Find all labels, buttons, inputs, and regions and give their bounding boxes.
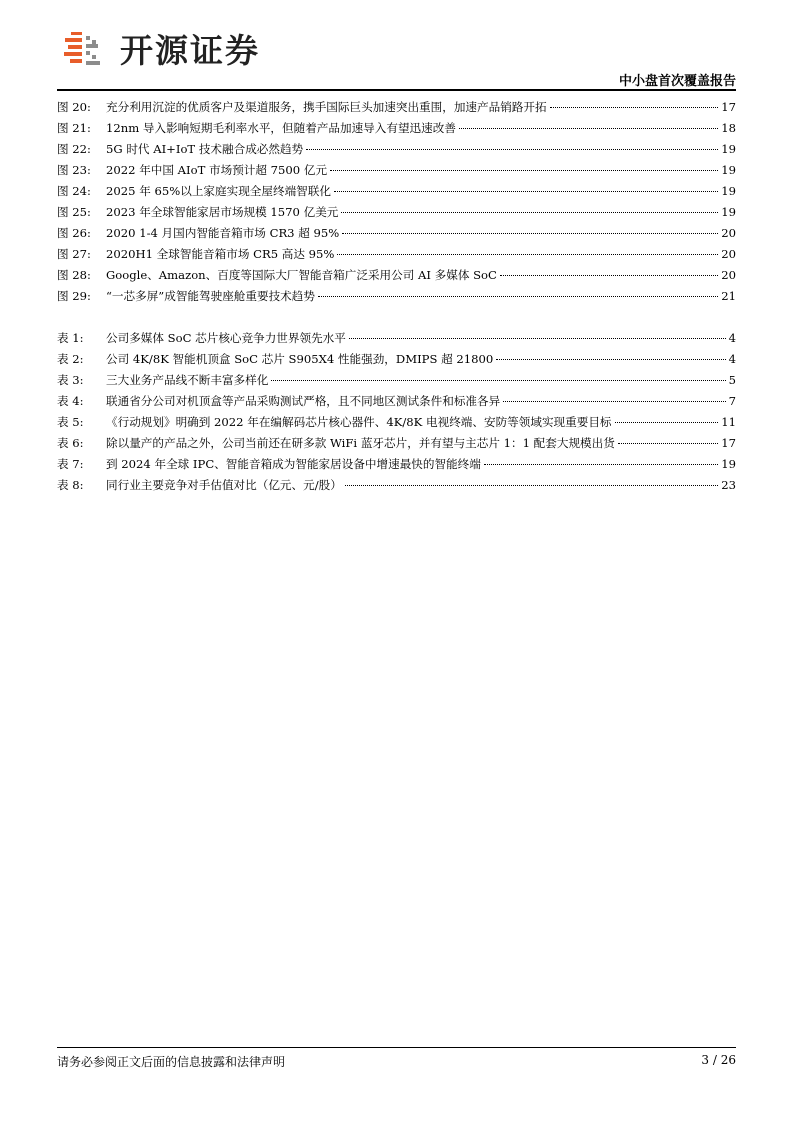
toc-entry-figure-26[interactable]: 图 26: 2020 1-4 月国内智能音箱市场 CR3 超 95% 20 — [57, 226, 736, 240]
toc-entry-figure-29[interactable]: 图 29: “一芯多屏”成智能驾驶座舱重要技术趋势 21 — [57, 289, 736, 303]
figure-list — [57, 97, 736, 307]
toc-entry-table-4[interactable]: 表 4: 联通省分公司对机顶盒等产品采购测试严格，且不同地区测试条件和标准各异 7 — [57, 394, 736, 408]
toc-entry-figure-20[interactable]: 图 20: 充分利用沉淀的优质客户及渠道服务，携手国际巨头加速突出重围，加速产品销路开拓 17 — [57, 100, 736, 114]
toc-entry-table-8[interactable]: 表 8: 同行业主要竞争对手估值对比（亿元、元/股） 23 — [57, 478, 736, 492]
footer-disclaimer: 请务必参阅正文后面的信息披露和法律声明 — [57, 1055, 286, 1069]
toc-entry-table-2[interactable]: 表 2: 公司 4K/8K 智能机顶盒 SoC 芯片 S905X4 性能强劲，DMIPS 超 21800 4 — [57, 352, 736, 366]
toc-entry-figure-27[interactable]: 图 27: 2020H1 全球智能音箱市场 CR5 高达 95% 20 — [57, 247, 736, 261]
page-number: 3 / 26 — [701, 1053, 736, 1067]
company-logo — [62, 28, 292, 72]
toc-entry-figure-24[interactable]: 图 24: 2025 年 65%以上家庭实现全屋终端智联化 19 — [57, 184, 736, 198]
toc-entry-table-3[interactable]: 表 3: 三大业务产品线不断丰富多样化 5 — [57, 373, 736, 387]
logo-mark-icon — [62, 30, 110, 70]
toc-entry-table-7[interactable]: 表 7: 到 2024 年全球 IPC、智能音箱成为智能家居设备中增速最快的智能终端 19 — [57, 457, 736, 471]
toc-entry-table-1[interactable]: 表 1: 公司多媒体 SoC 芯片核心竞争力世界领先水平 4 — [57, 331, 736, 345]
toc-entry-figure-22[interactable]: 图 22: 5G 时代 AI+IoT 技术融合成必然趋势 19 — [57, 142, 736, 156]
table-list — [57, 328, 736, 496]
toc-entry-figure-23[interactable]: 图 23: 2022 年中国 AIoT 市场预计超 7500 亿元 19 — [57, 163, 736, 177]
report-type: 中小盘首次覆盖报告 — [618, 74, 736, 89]
toc-entry-figure-25[interactable]: 图 25: 2023 年全球智能家居市场规模 1570 亿美元 19 — [57, 205, 736, 219]
header-divider — [57, 89, 736, 91]
footer-divider — [57, 1047, 736, 1048]
toc-entry-figure-28[interactable]: 图 28: Google、Amazon、百度等国际大厂智能音箱广泛采用公司 AI 多媒体 SoC 20 — [57, 268, 736, 282]
toc-entry-table-6[interactable]: 表 6: 除以量产的产品之外，公司当前还在研多款 WiFi 蓝牙芯片，并有望与主芯片 1：1 配套大规模出货 17 — [57, 436, 736, 450]
toc-entry-figure-21[interactable]: 图 21: 12nm 导入影响短期毛利率水平，但随着产品加速导入有望迅速改善 18 — [57, 121, 736, 135]
logo-text: 开源证券 — [120, 30, 260, 70]
toc-entry-table-5[interactable]: 表 5: 《行动规划》明确到 2022 年在编解码芯片核心器件、4K/8K 电视终端、安防等领域实现重要目标 11 — [57, 415, 736, 429]
